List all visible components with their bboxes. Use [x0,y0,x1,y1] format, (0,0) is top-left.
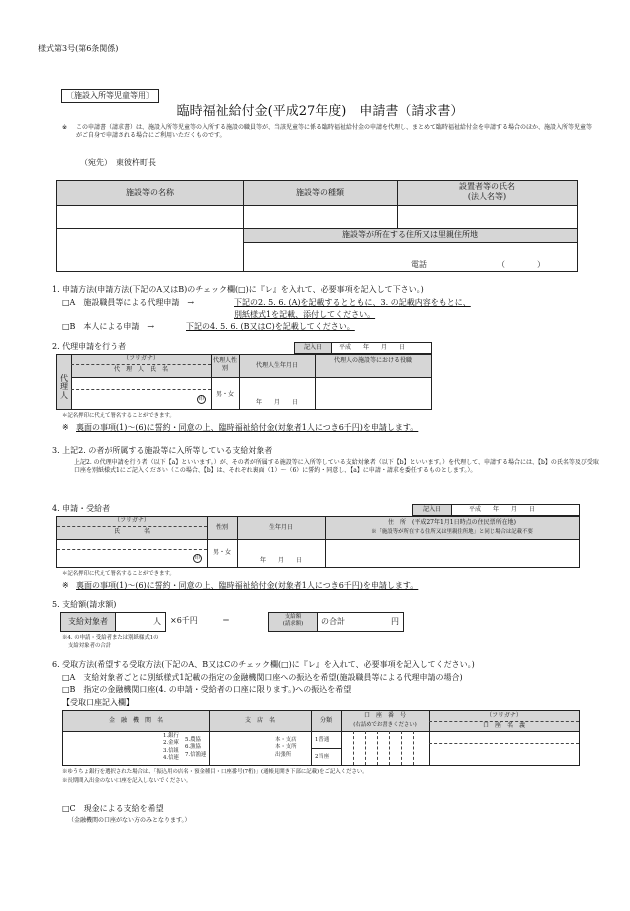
receive-option-c-note: （金融機関の口座がない方のみとなります。） [68,817,191,824]
class-current[interactable]: 2当座 [315,754,330,760]
intro-text: この申請書（請求書）は、施設入所等児童等の入所する施設の職員等が、当該児童等に係る臨時福祉給付金の申請を代理し、まとめて臨時福祉給付金を申請する場合のほか、施設入所等児童等がご自身で申請される場合にご利用いただくものです。 [76,124,593,139]
applicant-birth-value[interactable]: 年 月 日 [259,557,302,564]
section5-note2: 支給対象者の合計 [68,643,112,649]
receive-option-a[interactable]: □A 支給対象者ごとに別紙様式1記載の指定の金融機関口座への振込を希望(施設職員等による代理申請の場合) [62,673,463,682]
agent-name-label: 代 理 人 氏 名 [113,366,168,373]
category-tag: 〔施設入所等児童等用〕 [61,89,159,103]
section4-note: ＊記名押印に代えて署名することができます。 [62,571,175,577]
section4-pledge-mark: ※ [62,581,69,590]
account-note2: ※長期間入出金のない口座を記入しないでください。 [62,778,192,784]
person-unit: 人 [153,617,161,626]
section4-date-value[interactable]: 平成 年 月 日 [469,506,536,513]
agent-role-label: 代理人の施設等における役職 [333,357,412,364]
facility-address-header: 施設等が所在する住所又は里親住所地 [342,230,478,239]
option-a-label[interactable]: □A 施設職員等による代理申請 → [62,298,195,307]
target-label: 支給対象者 [68,617,108,626]
col-bank-name: 金 融 機 関 名 [108,717,163,724]
section5-title: 5. 支給額(請求額) [52,600,117,609]
col-account-number-sub: (右詰めでお書きください) [353,722,417,728]
section3-title: 3. 上記2. の者が所属する施設等に入所等している支給対象者 [52,446,273,455]
target-count-box [60,612,166,632]
form-id: 様式第3号(第6条関係) [38,44,119,53]
section2-date-box [294,342,432,354]
agent-side-label: 代理人 [60,374,68,400]
yen-unit: 円 [391,617,399,626]
phone-paren: （ ） [497,260,545,269]
agent-seal: 印 [198,396,205,402]
section4-date-label: 記入日 [422,506,441,513]
agent-gender-label: 代理人性別 [212,357,237,372]
col-facility-name: 施設等の名称 [126,188,174,197]
col-holder-furigana: （フリガナ） [486,712,522,719]
section1-title: 1. 申請方法(申請方法(下記のA又はB)のチェック欄(□)に『レ』を入れて、必要事項を記入して下さい。) [52,285,424,294]
agent-birth-value[interactable]: 年 月 日 [255,399,298,406]
section4-date-box [412,504,580,516]
receive-option-c[interactable]: □C 現金による支給を希望 [62,804,164,813]
branch-types: 本・支店 本・支所 出張所 [275,737,297,758]
class-normal[interactable]: 1普通 [315,737,330,743]
account-table [62,710,580,766]
section6-title: 6. 受取方法(希望する受取方法(下記のA、B又はCのチェック欄(□)に『レ』を入れて、必要事項を記入してください。) [52,660,475,669]
section5-note1: ※4. の申請・受給者または別紙様式1の [62,635,159,641]
section2-date-value[interactable]: 平成 年 月 日 [339,344,406,351]
equals-sign: ＝ [222,616,230,625]
option-b-label[interactable]: □B 本人による申請 → [62,322,155,331]
bank-types-1: 1.銀行 2.金庫 3.信組 4.信連 [163,733,179,761]
account-heading: 【受取口座記入欄】 [62,698,134,707]
col-facility-owner: 設置者等の氏名 (法人名等) [459,182,515,202]
col-facility-type: 施設等の種類 [296,188,344,197]
applicant-address-label: 住 所 (平成27年1月1日時点の住民票所在地) [388,519,516,526]
applicant-gender-value[interactable]: 男・女 [212,549,231,556]
section2-pledge-mark: ※ [62,423,69,432]
col-account-number: 口 座 番 号 [363,712,406,719]
col-account-holder: 口 座 名 義 [482,722,525,729]
applicant-address-note: ※「施設等が所在する住所又は里親住所地」と同じ場合は記載不要 [371,529,533,535]
applicant-table [56,516,580,568]
page-title: 臨時福祉給付金(平成27年度) 申請書（請求書） [176,104,464,119]
option-a-text2: 別紙様式1を記載、添付してください。 [234,310,376,319]
section4-title: 4. 申請・受給者 [52,504,111,513]
col-account-class: 分類 [319,717,332,724]
total-suffix: の合計 [321,617,345,626]
applicant-name-label: 氏 名 [113,528,150,535]
facility-table [56,180,578,272]
col-branch-name: 支 店 名 [244,717,275,724]
total-label: 支給額 (請求額) [282,614,304,628]
section2-note: ＊記名押印に代えて署名することができます。 [62,413,175,419]
intro-mark: ※ [62,124,68,131]
agent-furigana-label: （フリガナ） [123,355,159,362]
applicant-seal: 印 [194,555,201,561]
applicant-furigana-label: （フリガナ） [114,517,150,524]
applicant-gender-label: 性別 [215,524,228,531]
section4-pledge: 裏面の事項(1)～(6)に誓約・同意の上、臨時福祉給付金(対象者1人につき6千円)を申請します。 [76,581,419,590]
agent-gender-value[interactable]: 男・女 [215,391,234,398]
section2-pledge: 裏面の事項(1)～(6)に誓約・同意の上、臨時福祉給付金(対象者1人につき6千円)を申請します。 [76,423,419,432]
account-note1: ※ゆうちょ銀行を選択された場合は、「振込用の店名・預金種目・口座番号(7桁)」(通帳見開き下部に記載)をご記入ください。 [62,769,368,775]
total-amount-box [268,612,404,632]
agent-birth-label: 代理人生年月日 [255,362,298,369]
phone-label: 電話 [411,260,427,269]
multiplier: ×6千円 [170,616,198,625]
option-b-text: 下記の4. 5. 6. (B又はC)を記載してください。 [186,322,355,331]
receive-option-b[interactable]: □B 指定の金融機関口座(4. の申請・受給者の口座に限ります。)への振込を希望 [62,685,352,694]
section3-body: 上記2. の代理申請を行う者（以下【a】といいます。）が、その者が所属する施設等に入所等している支給対象者（以下【b】といいます。）を代理して、申請する場合には、【b】の氏名等及び受取口座を別紙様式1にご記入ください（この場合、【b】は、それぞれ裏面（1）～（6）に誓約・同意し、【a】に申請・請求を委任するものとします。）。 [74,459,599,475]
addressee: （宛先） 東彼杵町長 [80,158,156,167]
bank-types-2: 5.農協 6.漁協 7.信漁連 [185,737,207,758]
section2-title: 2. 代理申請を行う者 [52,342,127,351]
section2-date-label: 記入日 [303,344,322,351]
applicant-birth-label: 生年月日 [268,524,293,531]
option-a-text1: 下記の2. 5. 6. (A)を記載するとともに、3. の記載内容をもとに、 [234,298,471,307]
agent-table [56,354,432,410]
